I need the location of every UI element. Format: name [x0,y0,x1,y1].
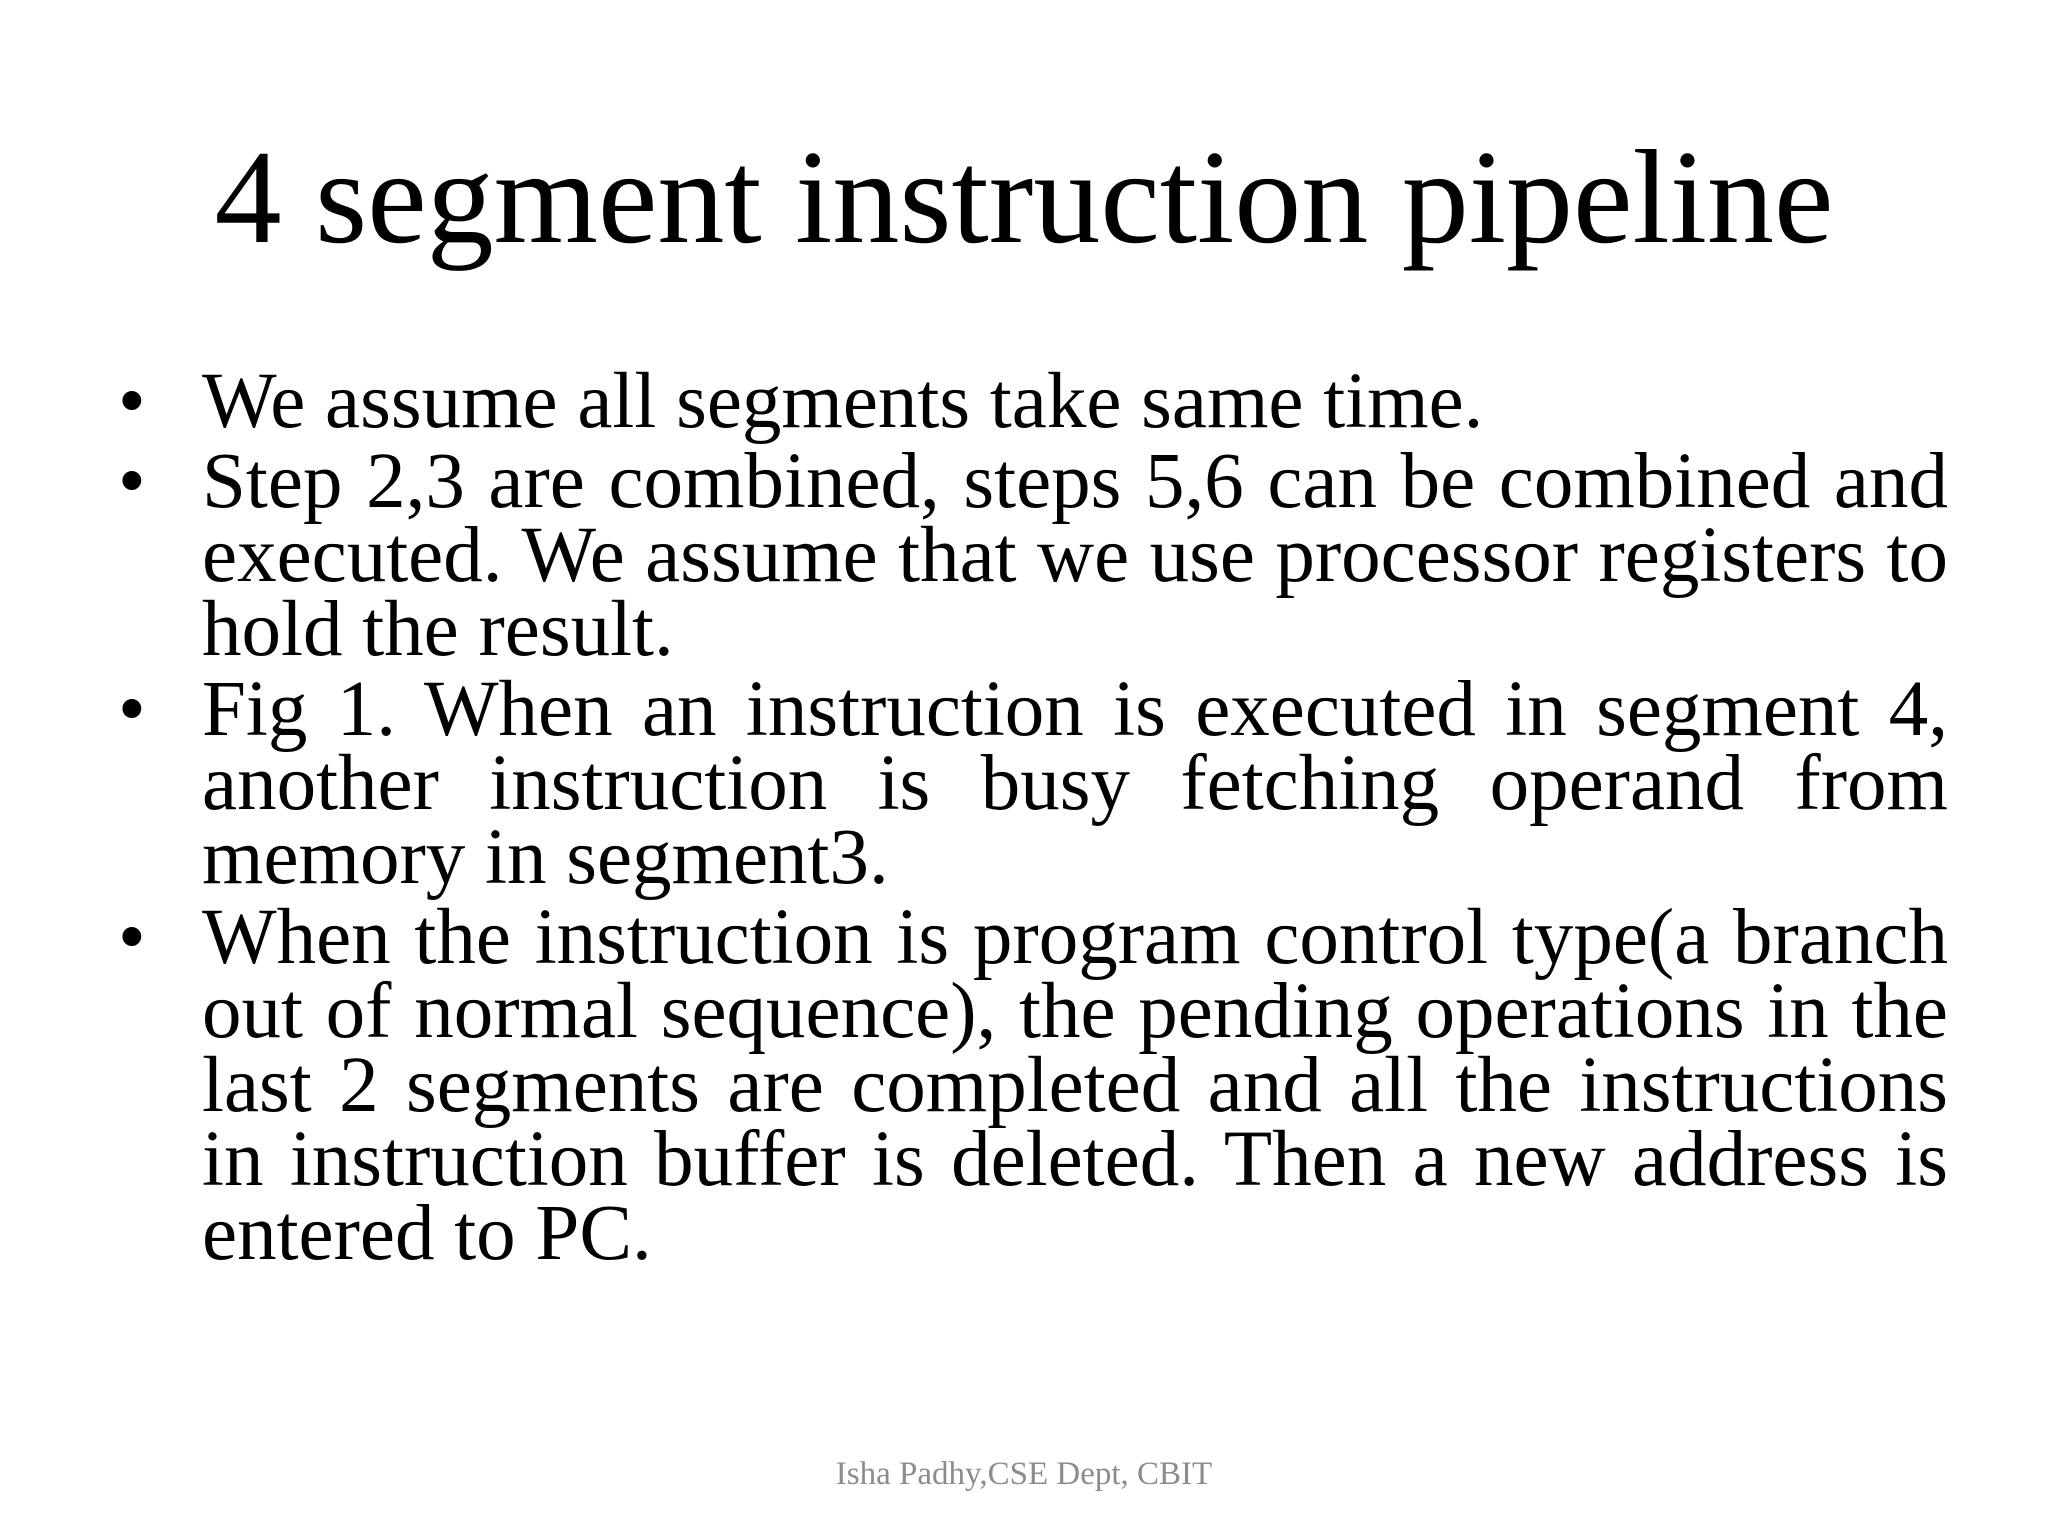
bullet-text: Fig 1. When an instruction is executed in segment 4, another instruction is busy fetching operand from memory in segment3. [202,666,1948,901]
bullet-item [118,358,1948,445]
bullet-text: We assume all segments take same time. [202,358,1484,445]
bullet-marker: • [118,358,146,445]
slide-title: 4 segment instruction pipeline [214,123,1834,271]
bullet-marker: • [118,438,146,525]
bullet-item [118,438,1948,673]
bullet-marker: • [118,666,146,753]
bullet-text: When the instruction is program control type(a branch out of normal sequence), the pending operations in the last 2 segments are completed and all the instructions in instruction buffer is deleted. Then a new address is entered to PC. [202,894,1948,1277]
slide-footer: Isha Padhy,CSE Dept, CBIT [835,1456,1213,1492]
bullet-item [118,666,1948,901]
bullet-item [118,894,1948,1277]
bullet-text: Step 2,3 are combined, steps 5,6 can be combined and executed. We assume that we use processor registers to hold the result. [202,438,1948,673]
bullet-marker: • [118,894,146,981]
bullet-list [118,358,1948,1277]
